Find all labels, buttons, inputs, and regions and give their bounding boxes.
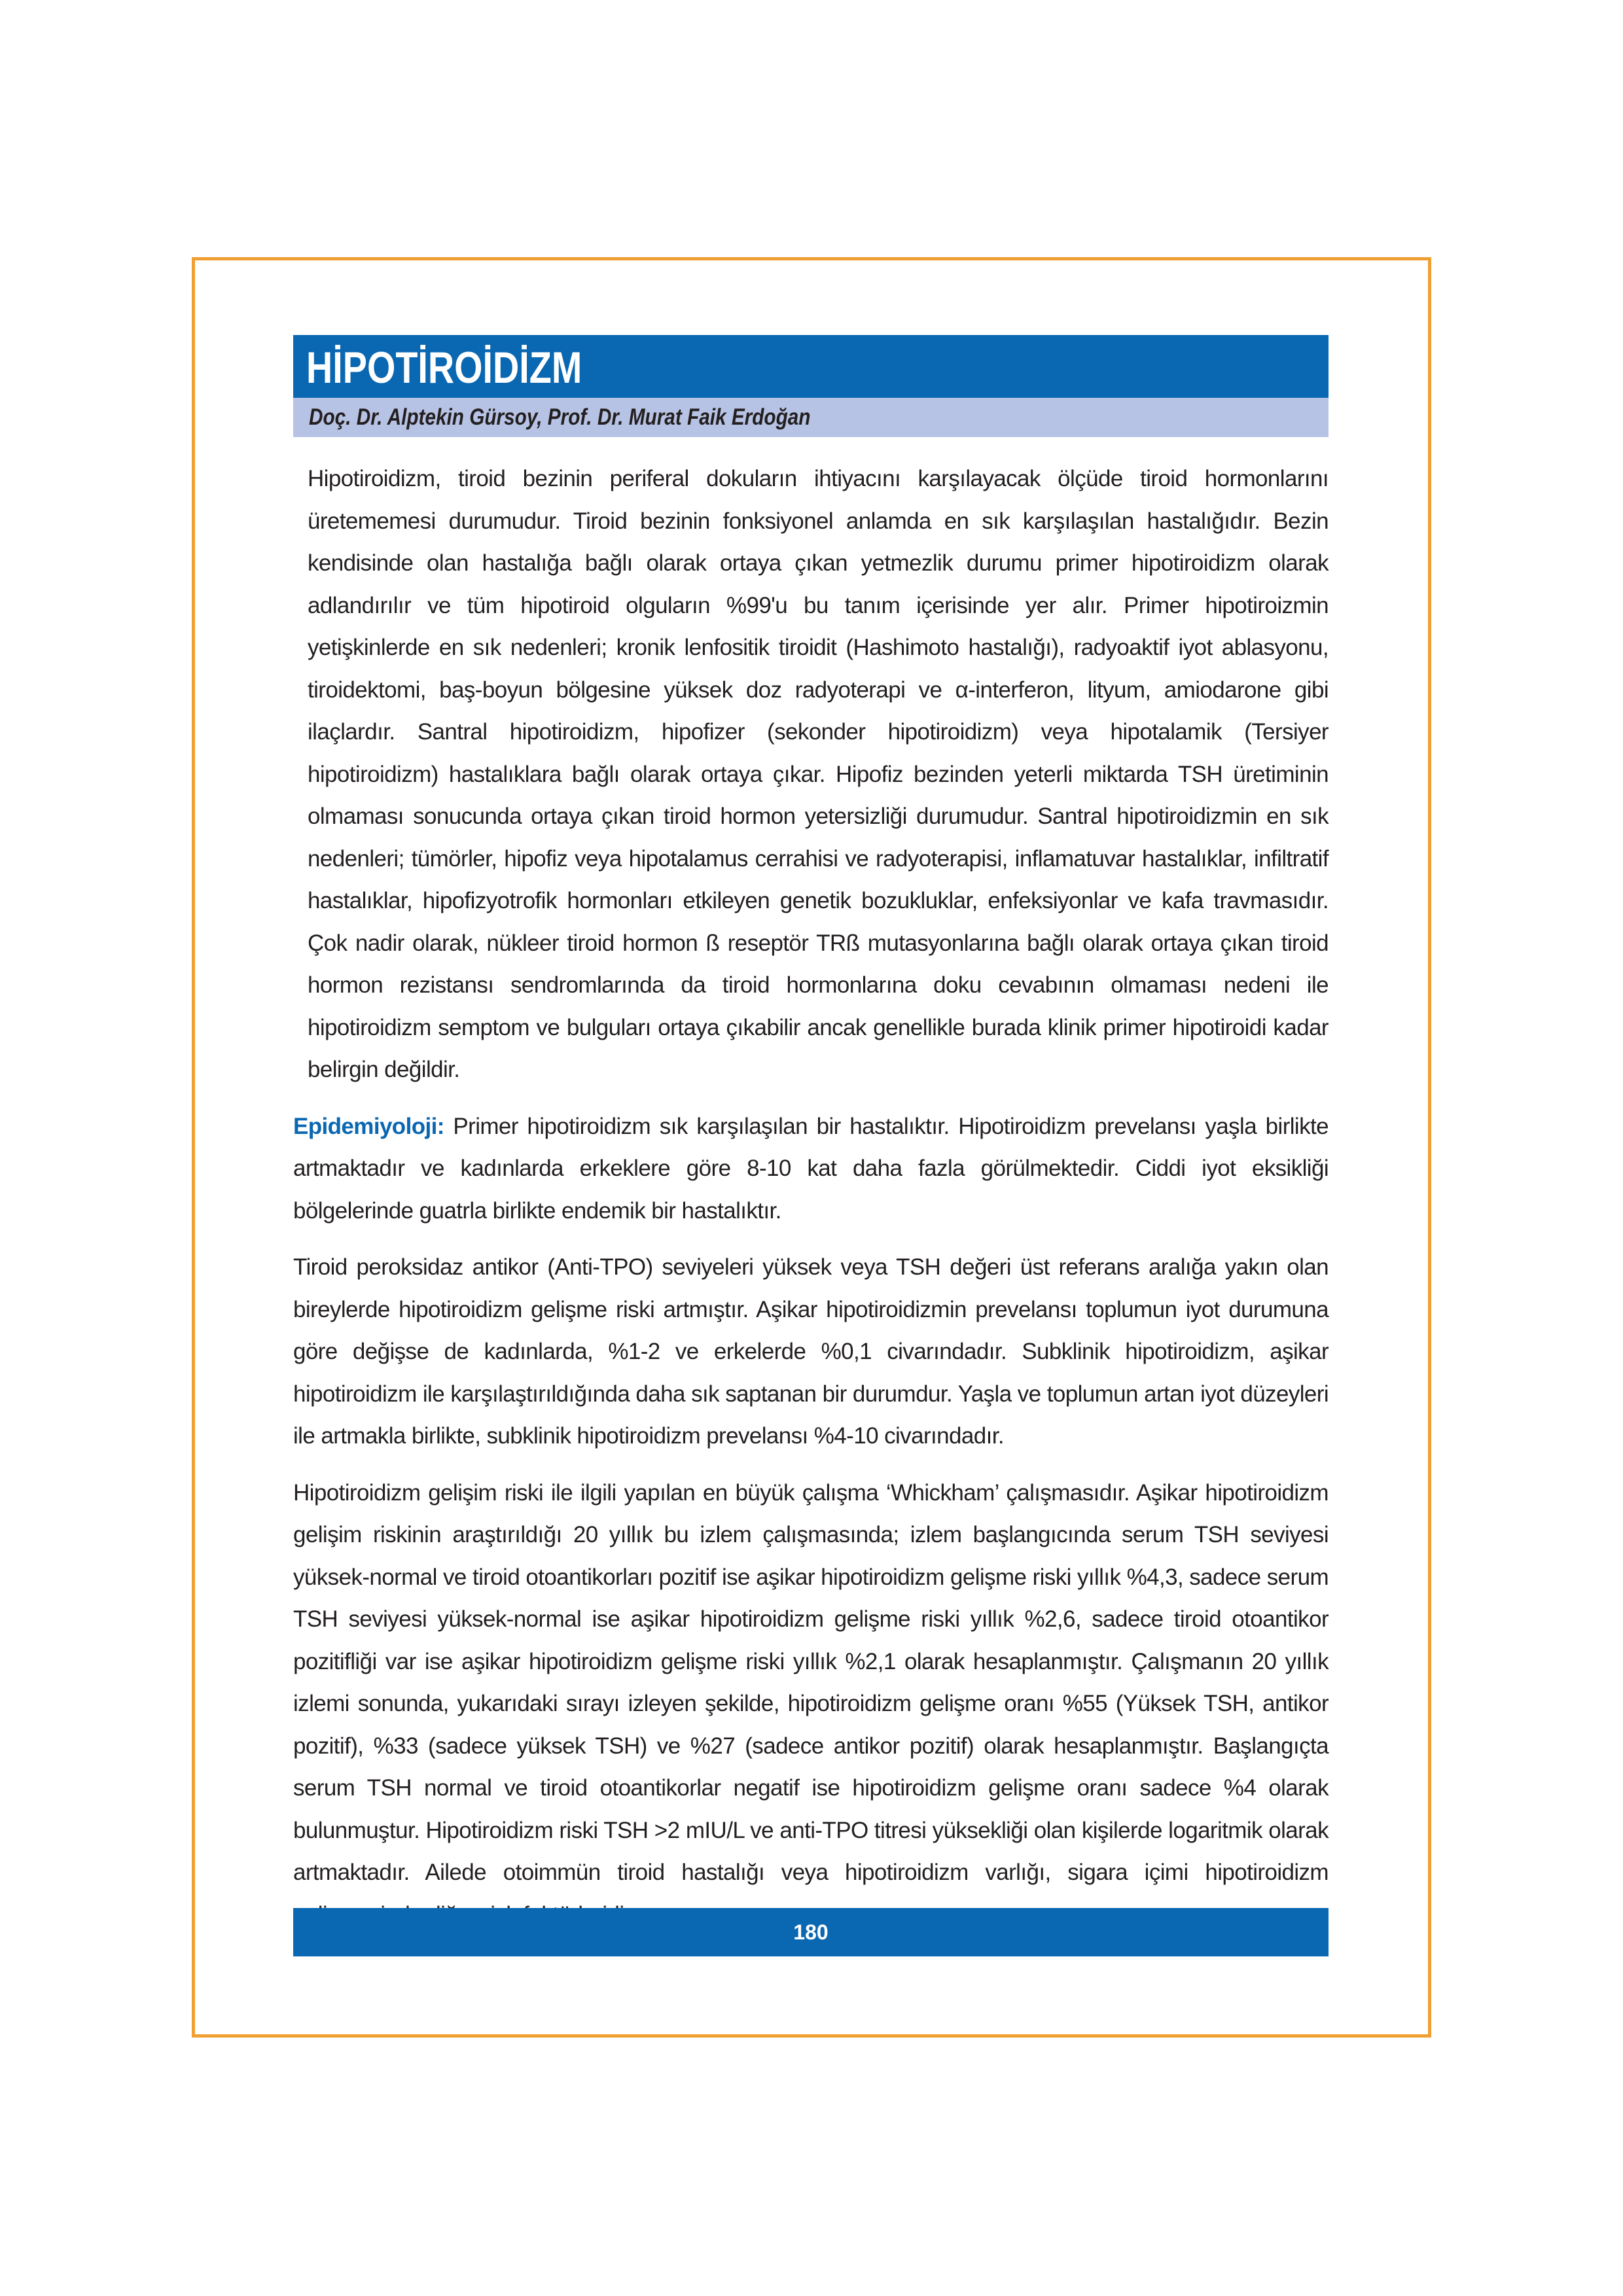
epidemiology-text: Primer hipotiroidizm sık karşılaşılan bir hastalıktır. Hipotiroidizm prevelansı yaşla birlikte artmaktadır ve kadınlarda erkeklere göre 8-10 kat daha fazla görülmektedir. Ciddi iyot eksikliği bölgelerinde guatrla birlikte endemik bir hastalıktır. <box>293 1113 1329 1224</box>
intro-paragraph: Hipotiroidizm, tiroid bezinin periferal dokuların ihtiyacını karşılayacak ölçüde tiroid hormonlarını üretememesi durumudur. Tiroid bezinin fonksiyonel anlamda en sık karşılaşılan hastalığıdır. Bezin kendisinde olan hastalığa bağlı olarak ortaya çıkan yetmezlik durumu primer hipotiroidizm olarak adlandırılır ve tüm hipotiroid olguların %99'u bu tanım içerisinde yer alır. Primer hipotiroizmin yetişkinlerde en sık nedenleri; kronik lenfositik tiroidit (Hashimoto hastalığı), radyoaktif iyot ablasyonu, tiroidektomi, baş-boyun bölgesine yüksek doz radyoterapi ve α-interferon, lityum, amiodarone gibi ilaçlardır. Santral hipotiroidizm, hipofizer (sekonder hipotiroidizm) veya hipotalamik (Tersiyer hipotiroidizm) hastalıklara bağlı olarak ortaya çıkar. Hipofiz bezinden yeterli miktarda TSH üretiminin olmaması sonucunda ortaya çıkan tiroid hormon yetersizliği durumudur. Santral hipotiroidizmin en sık nedenleri; tümörler, hipofiz veya hipotalamus cerrahisi ve radyoterapisi, inflamatuvar hastalıklar, infiltratif hastalıklar, hipofizyotrofik hormonları etkileyen genetik bozukluklar, enfeksiyonlar ve kafa travmasıdır. Çok nadir olarak, nükleer tiroid hormon ß reseptör TRß mutasyonlarına bağlı olarak ortaya çıkan tiroid hormon rezistansı sendromlarında da tiroid hormonlarına doku cevabının olmaması nedeni ile hipotiroidizm semptom ve bulguları ortaya çıkabilir ancak genellikle burada klinik primer hipotiroidi kadar belirgin değildir. <box>308 466 1329 1082</box>
chapter-body <box>293 458 1329 1936</box>
title-banner <box>293 335 1329 398</box>
page-number: 180 <box>793 1920 829 1944</box>
epidemiology-heading: Epidemiyoloji: <box>293 1113 444 1139</box>
footer-banner <box>293 1908 1329 1956</box>
chapter-title: HİPOTİROİDİZM <box>306 343 582 393</box>
anti-tpo-paragraph: Tiroid peroksidaz antikor (Anti-TPO) seviyeleri yüksek veya TSH değeri üst referans aralığa yakın olan bireylerde hipotiroidizm gelişme riski artmıştır. Aşikar hipotiroidizmin prevelansı toplumun iyot durumuna göre değişse de kadınlarda, %1-2 ve erkelerde %0,1 civarındadır. Subklinik hipotiroidizm, aşikar hipotiroidizm ile karşılaştırıldığında daha sık saptanan bir durumdur. Yaşla ve toplumun artan iyot düzeyleri ile artmakla birlikte, subklinik hipotiroidizm prevelansı %4-10 civarındadır. <box>293 1254 1329 1449</box>
epidemiology-paragraph <box>293 1106 1329 1233</box>
chapter-authors: Doç. Dr. Alptekin Gürsoy, Prof. Dr. Murat Faik Erdoğan <box>309 404 811 430</box>
author-banner <box>293 398 1329 437</box>
whickham-paragraph: Hipotiroidizm gelişim riski ile ilgili yapılan en büyük çalışma ‘Whickham’ çalışmasıdır. Aşikar hipotiroidizm gelişim riskinin araştırıldığı 20 yıllık bu izlem çalışmasında; izlem başlangıcında serum TSH seviyesi yüksek-normal ve tiroid otoantikorları pozitif ise aşikar hipotiroidizm gelişme riski yıllık %4,3, sadece serum TSH seviyesi yüksek-normal ise aşikar hipotiroidizm gelişme riski yıllık %2,6, sadece tiroid otoantikor pozitifliği var ise aşikar hipotiroidizm gelişme riski yıllık %2,1 olarak hesaplanmıştır. Çalışmanın 20 yıllık izlemi sonunda, yukarıdaki sırayı izleyen şekilde, hipotiroidizm gelişme oranı %55 (Yüksek TSH, antikor pozitif), %33 (sadece yüksek TSH) ve %27 (sadece antikor pozitif) olarak hesaplanmıştır. Başlangıçta serum TSH normal ve tiroid otoantikorlar negatif ise hipotiroidizm gelişme oranı sadece %4 olarak bulunmuştur. Hipotiroidizm riski TSH >2 mIU/L ve anti-TPO titresi yüksekliği olan kişilerde logaritmik olarak artmaktadır. Ailede otoimmün tiroid hastalığı veya hipotiroidizm varlığı, sigara içimi hipotiroidizm <box>293 1479 1329 1885</box>
